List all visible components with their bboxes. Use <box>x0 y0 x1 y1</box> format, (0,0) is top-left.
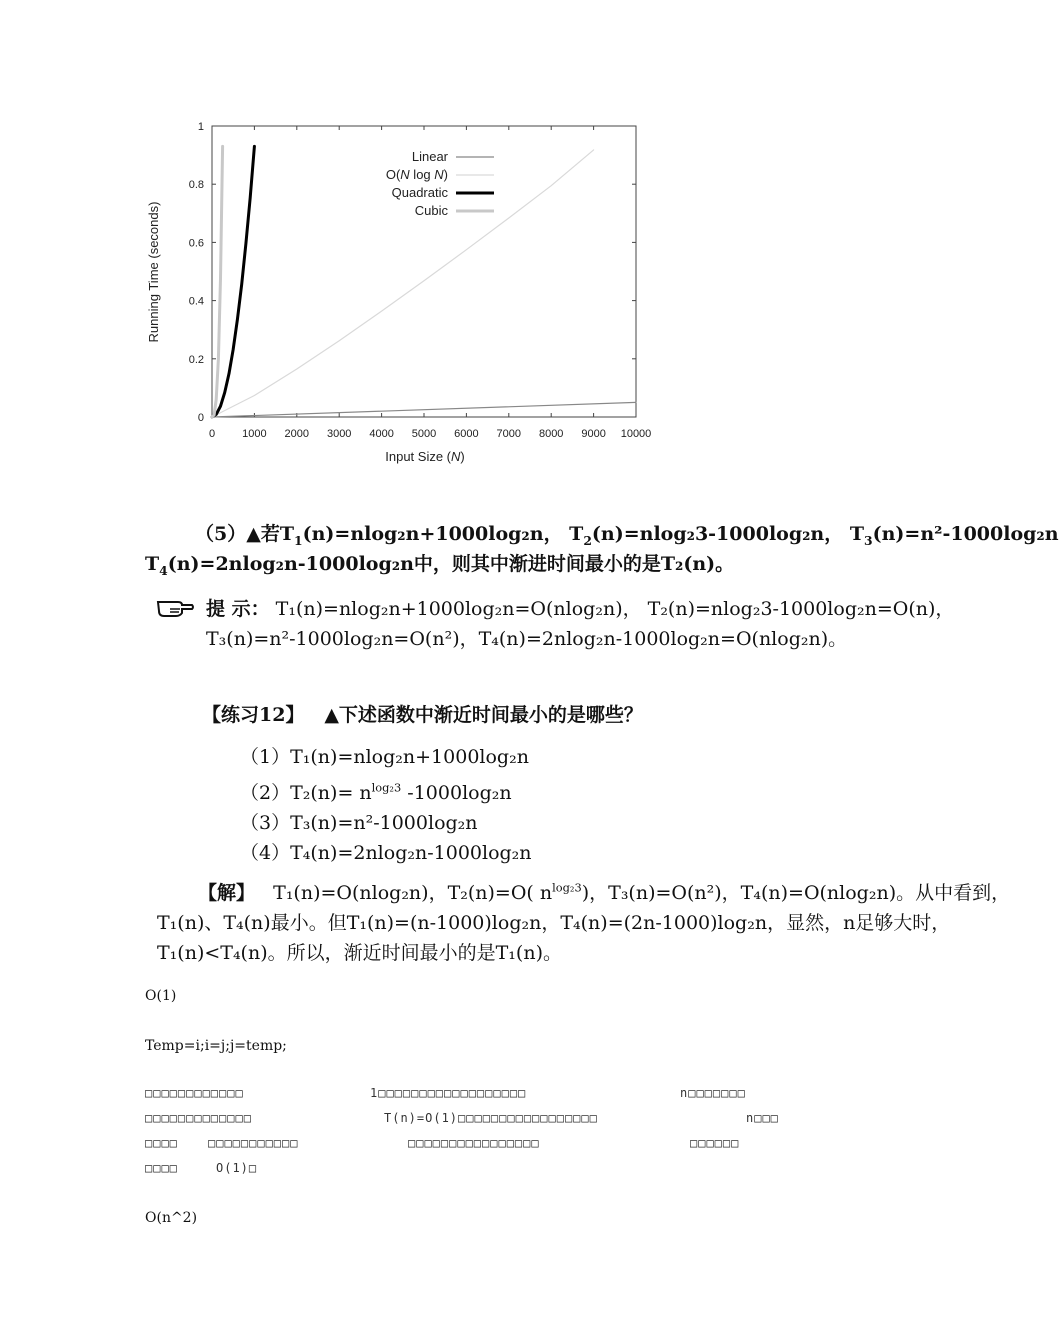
legend-label: Cubic <box>414 203 448 218</box>
x-tick-label: 0 <box>208 428 216 440</box>
heading-on2: O(n^2) <box>145 1210 198 1226</box>
x-tick-label: 9000 <box>581 428 606 440</box>
solution-line3: T₁(n)<T₄(n)。所以，渐近时间最小的是T₁(n)。 <box>157 942 562 964</box>
x-tick-label: 5000 <box>411 428 437 440</box>
garbled-text: □□□□□□ <box>690 1136 740 1150</box>
hint-line1: 提 示： T₁(n)=nlog₂n+1000log₂n=O(nlog₂n)， T₂(n)=nlog₂3-1000log₂n=O(n)， <box>206 598 955 620</box>
exercise-item-2: $(2)T_2(n)= n^{log_23}$ -1000log₂n <box>240 780 512 804</box>
hint-line2: T₃(n)=n²-1000log₂n=O(n²)，T₄(n)=2nlog₂n-1000log₂n=O(nlog₂n)。 <box>206 628 848 650</box>
exercise-item-1: （1）T₁(n)=nlog₂n+1000log₂n <box>240 746 529 768</box>
garbled-text: □□□□ <box>145 1136 178 1150</box>
x-tick-label: 8000 <box>538 428 564 440</box>
garbled-text: n□□□□□□□ <box>680 1086 746 1100</box>
garbled-text: O(1)□ <box>216 1161 258 1175</box>
legend-label: O(N log N) <box>385 167 448 182</box>
y-axis-label: Running Time (seconds) <box>146 201 161 343</box>
code-swap: Temp=i;i=j;j=temp; <box>145 1038 287 1054</box>
y-tick-label: 0.4 <box>188 295 204 308</box>
series-line-cubic <box>212 146 223 417</box>
garbled-text: □□□□□□□□□□□□ <box>145 1086 244 1100</box>
garbled-text: □□□□□□□□□□□ <box>208 1136 299 1150</box>
heading-o1: O(1) <box>145 988 177 1004</box>
pointing-hand-icon <box>156 596 196 618</box>
y-tick-label: 0.6 <box>188 237 204 250</box>
y-tick-label: 0.8 <box>188 179 204 192</box>
exercise-title: 【练习12】 ▲下述函数中渐近时间最小的是哪些？ <box>202 704 643 726</box>
garbled-text: □□□□ <box>145 1161 178 1175</box>
garbled-text: T(n)=O(1)□□□□□□□□□□□□□□□□□ <box>384 1111 598 1125</box>
x-axis-label: Input Size (N) <box>385 449 465 464</box>
y-tick-label: 0 <box>197 412 204 424</box>
exercise-item-3: （3）T₃(n)=n²-1000log₂n <box>240 812 478 834</box>
solution-line2: T₁(n)、T₄(n)最小。但T₁(n)=(n-1000)log₂n，T₄(n)=(2n-1000)log₂n，显然，n足够大时， <box>157 912 951 934</box>
garbled-text: □□□□□□□□□□□□□□□□ <box>408 1136 540 1150</box>
legend-label: Linear <box>411 149 448 164</box>
x-tick-label: 1000 <box>242 428 267 440</box>
exercise-item-4: （4）T₄(n)=2nlog₂n-1000log₂n <box>240 842 532 864</box>
x-tick-label: 10000 <box>620 428 652 440</box>
x-tick-label: 2000 <box>284 428 310 440</box>
garbled-text: n□□□ <box>746 1111 779 1125</box>
x-tick-label: 4000 <box>369 428 394 440</box>
legend-label: Quadratic <box>391 185 448 200</box>
problem5-line2: $T_4(n)=2nlog_2n-1000\log_2n$中，则其中渐进时间最小的是T₂(n)。 <box>145 553 735 578</box>
x-tick-label: 6000 <box>454 428 479 440</box>
problem5-line1: （5）▲若$T_1(n)=nlog_2n+1000\log_2n$， $T_2(n)=nlog_23-1000\log_2n$， $T_3(n)=n^2-1000\log_2n$ <box>195 523 1059 548</box>
y-tick-label: 0.2 <box>188 353 204 366</box>
garbled-text: □□□□□□□□□□□□□ <box>145 1111 252 1125</box>
x-tick-label: 7000 <box>496 428 522 440</box>
y-tick-label: 1 <box>197 121 204 133</box>
solution-line1: 【解】 T₁(n)=O(nlog₂n)，T₂(n)=O( $n^{log_23}$)，T₃(n)=O(n²)，T₄(n)=O(nlog₂n)。从中看到， <box>198 880 1011 904</box>
garbled-text: 1□□□□□□□□□□□□□□□□□□ <box>370 1086 527 1100</box>
running-time-chart <box>140 112 660 482</box>
x-tick-label: 3000 <box>326 428 352 440</box>
